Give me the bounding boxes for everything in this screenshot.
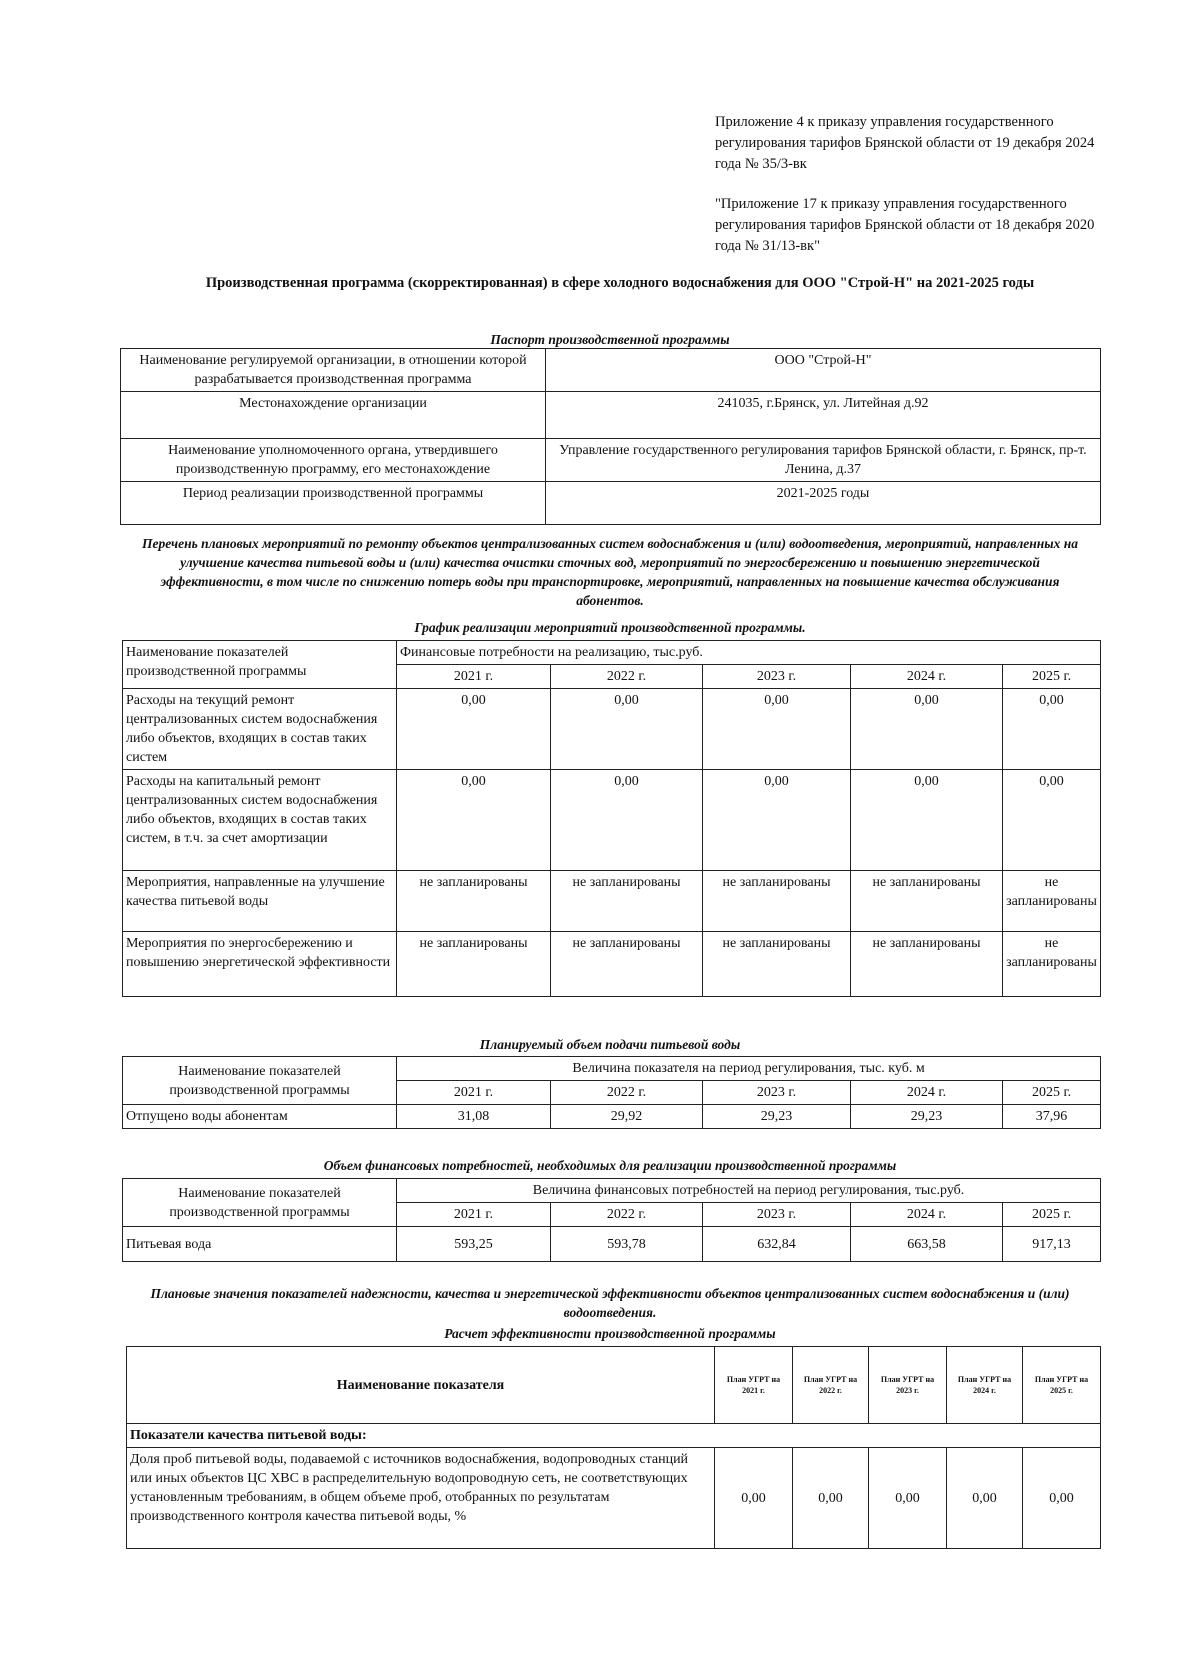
year-header: 2024 г. <box>851 665 1003 689</box>
cell-value: 0,00 <box>869 1448 947 1549</box>
cell-value: 0,00 <box>703 770 851 871</box>
row-name: Мероприятия, направленные на улучшение качества питьевой воды <box>123 871 397 932</box>
year-header: 2022 г. <box>551 665 703 689</box>
cell-value: не запланированы <box>1003 871 1101 932</box>
cell-value: 29,23 <box>703 1105 851 1129</box>
table-row <box>123 932 1101 997</box>
passport-value: Управление государственного регулирования тарифов Брянской области, г. Брянск, пр-т. Ленина, д.37 <box>546 439 1101 482</box>
passport-row <box>121 482 1101 525</box>
cell-value: 0,00 <box>1023 1448 1101 1549</box>
cell-value: 0,00 <box>715 1448 793 1549</box>
row-name: Мероприятия по энергосбережению и повышению энергетической эффективности <box>123 932 397 997</box>
year-header: 2024 г. <box>851 1081 1003 1105</box>
passport-table <box>120 348 1101 525</box>
plan-header: План УГРТ на 2021 г. <box>715 1347 793 1424</box>
passport-label: Период реализации производственной программы <box>121 482 546 525</box>
cell-value: не запланированы <box>851 932 1003 997</box>
cell-value: 0,00 <box>397 770 551 871</box>
passport-value: 2021-2025 годы <box>546 482 1101 525</box>
year-header: 2021 г. <box>397 665 551 689</box>
row-name: Отпущено воды абонентам <box>123 1105 397 1129</box>
measures-caption: Перечень плановых мероприятий по ремонту объектов централизованных систем водоснабжения и (или) водоотведения, мероприятий, направленных на улучшение качества питьевой воды и (или) качества очистки сточных вод, мероприятий по энергосбережению и повышению энергетической эффективности, в том числе по снижению потерь воды при транспортировке, мероприятий, направленных на повышение качества обслуживания абонентов. <box>141 536 1079 608</box>
table-row <box>123 1105 1101 1129</box>
cell-value: не запланированы <box>397 932 551 997</box>
table-row <box>123 770 1101 871</box>
efficiency-table <box>126 1346 1101 1549</box>
passport-row <box>121 392 1101 439</box>
row-name: Расходы на текущий ремонт централизованных систем водоснабжения либо объектов, входящих в состав таких систем <box>123 689 397 770</box>
year-header: 2023 г. <box>703 1081 851 1105</box>
cell-value: не запланированы <box>551 932 703 997</box>
cell-value: 0,00 <box>551 689 703 770</box>
passport-label: Местонахождение организации <box>121 392 546 439</box>
table-row <box>123 871 1101 932</box>
passport-label: Наименование уполномоченного органа, утвердившего производственную программу, его местонахождение <box>121 439 546 482</box>
measures-head-fin: Финансовые потребности на реализацию, тыс.руб. <box>397 641 1101 665</box>
year-header: 2024 г. <box>851 1203 1003 1227</box>
year-header: 2021 г. <box>397 1081 551 1105</box>
cell-value: не запланированы <box>1003 932 1101 997</box>
passport-caption: Паспорт производственной программы <box>490 332 730 347</box>
cell-value: 917,13 <box>1003 1227 1101 1262</box>
cell-value: 31,08 <box>397 1105 551 1129</box>
cell-value: не запланированы <box>703 932 851 997</box>
document-title: Производственная программа (скорректированная) в сфере холодного водоснабжения для ООО "Строй-Н" на 2021-2025 годы <box>205 275 1035 291</box>
year-header: 2021 г. <box>397 1203 551 1227</box>
year-header: 2022 г. <box>551 1081 703 1105</box>
passport-row <box>121 439 1101 482</box>
efficiency-caption: Плановые значения показателей надежности, качества и энергетической эффективности объектов централизованных систем водоснабжения и (или) водоотведения. <box>150 1286 1070 1320</box>
cell-value: не запланированы <box>703 871 851 932</box>
cell-value: 0,00 <box>1003 689 1101 770</box>
table-row <box>123 1227 1101 1262</box>
cell-value: 37,96 <box>1003 1105 1101 1129</box>
finance-head-name: Наименование показателей производственной программы <box>123 1179 397 1227</box>
cell-value: 663,58 <box>851 1227 1003 1262</box>
cell-value: не запланированы <box>851 871 1003 932</box>
passport-value: ООО "Строй-Н" <box>546 349 1101 392</box>
cell-value: 0,00 <box>703 689 851 770</box>
appendix-17-note: "Приложение 17 к приказу управления государственного регулирования тарифов Брянской области от 18 декабря 2020 года № 31/13-вк" <box>715 196 1095 254</box>
plan-header: План УГРТ на 2024 г. <box>947 1347 1023 1424</box>
cell-value: 632,84 <box>703 1227 851 1262</box>
table-row <box>123 689 1101 770</box>
passport-label: Наименование регулируемой организации, в отношении которой разрабатывается производственная программа <box>121 349 546 392</box>
table-row <box>127 1448 1101 1549</box>
cell-value: не запланированы <box>551 871 703 932</box>
year-header: 2025 г. <box>1003 1203 1101 1227</box>
cell-value: 0,00 <box>851 689 1003 770</box>
year-header: 2025 г. <box>1003 665 1101 689</box>
volume-caption: Планируемый объем подачи питьевой воды <box>479 1037 741 1052</box>
volume-table <box>122 1056 1101 1129</box>
measures-head-name: Наименование показателей производственной программы <box>123 641 397 689</box>
cell-value: 0,00 <box>1003 770 1101 871</box>
cell-value: 593,25 <box>397 1227 551 1262</box>
row-name: Доля проб питьевой воды, подаваемой с источников водоснабжения, водопроводных станций или иных объектов ЦС ХВС в распределительную водопроводную сеть, не соответствующих установленным требованиям, в общем объеме проб, отобранных по результатам производственного контроля качества питьевой воды, % <box>127 1448 715 1549</box>
efficiency-subcaption: Расчет эффективности производственной программы <box>444 1326 776 1341</box>
appendix-4-note: Приложение 4 к приказу управления государственного регулирования тарифов Брянской области от 19 декабря 2024 года № 35/3-вк <box>715 114 1095 172</box>
finance-caption: Объем финансовых потребностей, необходимых для реализации производственной программы <box>323 1158 897 1173</box>
plan-header: План УГРТ на 2022 г. <box>793 1347 869 1424</box>
cell-value: 0,00 <box>851 770 1003 871</box>
year-header: 2025 г. <box>1003 1081 1101 1105</box>
measures-table <box>122 640 1101 997</box>
cell-value: 0,00 <box>793 1448 869 1549</box>
schedule-caption: График реализации мероприятий производственной программы. <box>414 620 806 635</box>
section-heading: Показатели качества питьевой воды: <box>127 1424 1101 1448</box>
volume-head-name: Наименование показателей производственной программы <box>123 1057 397 1105</box>
row-name: Расходы на капитальный ремонт централизованных систем водоснабжения либо объектов, входящих в состав таких систем, в т.ч. за счет амортизации <box>123 770 397 871</box>
year-header: 2023 г. <box>703 665 851 689</box>
plan-header: План УГРТ на 2025 г. <box>1023 1347 1101 1424</box>
cell-value: не запланированы <box>397 871 551 932</box>
cell-value: 0,00 <box>397 689 551 770</box>
year-header: 2022 г. <box>551 1203 703 1227</box>
volume-head-value: Величина показателя на период регулирования, тыс. куб. м <box>397 1057 1101 1081</box>
cell-value: 29,23 <box>851 1105 1003 1129</box>
plan-header: План УГРТ на 2023 г. <box>869 1347 947 1424</box>
cell-value: 29,92 <box>551 1105 703 1129</box>
cell-value: 0,00 <box>551 770 703 871</box>
finance-head-value: Величина финансовых потребностей на период регулирования, тыс.руб. <box>397 1179 1101 1203</box>
efficiency-head-name: Наименование показателя <box>127 1347 715 1424</box>
row-name: Питьевая вода <box>123 1227 397 1262</box>
cell-value: 0,00 <box>947 1448 1023 1549</box>
passport-row <box>121 349 1101 392</box>
cell-value: 593,78 <box>551 1227 703 1262</box>
year-header: 2023 г. <box>703 1203 851 1227</box>
finance-table <box>122 1178 1101 1262</box>
passport-value: 241035, г.Брянск, ул. Литейная д.92 <box>546 392 1101 439</box>
